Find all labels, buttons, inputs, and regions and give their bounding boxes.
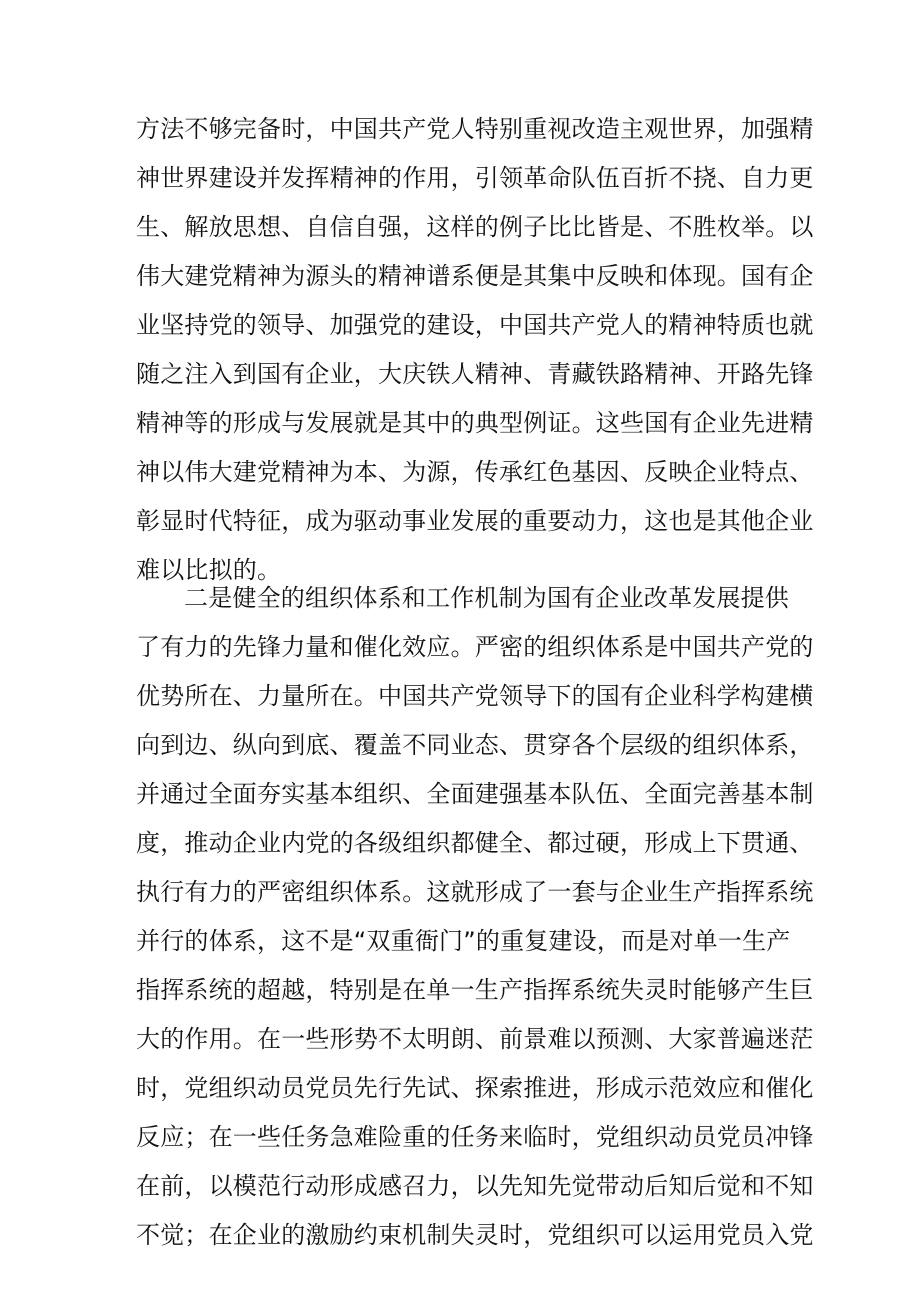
- paragraph-line: 度，推动企业内党的各级组织都健全、都过硬，形成上下贯通、: [136, 829, 814, 857]
- paragraph-line: 彰显时代特征，成为驱动事业发展的重要动力，这也是其他企业: [136, 507, 814, 535]
- paragraph-line: 不觉；在企业的激励约束机制失灵时，党组织可以运用党员入党: [136, 1221, 814, 1249]
- paragraph-line: 指挥系统的超越，特别是在单一生产指挥系统失灵时能够产生巨: [136, 976, 814, 1004]
- paragraph-line: 生、解放思想、自信自强，这样的例子比比皆是、不胜枚举。以: [136, 213, 814, 241]
- paragraph-line: 向到边、纵向到底、覆盖不同业态、贯穿各个层级的组织体系，: [136, 731, 814, 759]
- paragraph-line: 大的作用。在一些形势不太明朗、前景难以预测、大家普遍迷茫: [136, 1025, 814, 1053]
- paragraph-line: 优势所在、力量所在。中国共产党领导下的国有企业科学构建横: [136, 682, 814, 710]
- paragraph-line: 神世界建设并发挥精神的作用，引领革命队伍百折不挠、自力更: [136, 164, 814, 192]
- paragraph-line: 精神等的形成与发展就是其中的典型例证。这些国有企业先进精: [136, 409, 814, 437]
- paragraph-line: 并通过全面夯实基本组织、全面建强基本队伍、全面完善基本制: [136, 780, 814, 808]
- paragraph-line: 方法不够完备时，中国共产党人特别重视改造主观世界，加强精: [136, 115, 814, 143]
- paragraph-line: 了有力的先锋力量和催化效应。严密的组织体系是中国共产党的: [136, 633, 814, 661]
- paragraph-line: 反应；在一些任务急难险重的任务来临时，党组织动员党员冲锋: [136, 1123, 814, 1151]
- paragraph-line: 随之注入到国有企业，大庆铁人精神、青藏铁路精神、开路先锋: [136, 360, 814, 388]
- paragraph-line: 伟大建党精神为源头的精神谱系便是其集中反映和体现。国有企: [136, 262, 814, 290]
- paragraph-line: 二是健全的组织体系和工作机制为国有企业改革发展提供: [184, 584, 789, 612]
- paragraph-line: 神以伟大建党精神为本、为源，传承红色基因、反映企业特点、: [136, 458, 814, 486]
- paragraph-line: 执行有力的严密组织体系。这就形成了一套与企业生产指挥系统: [136, 878, 814, 906]
- paragraph-line: 业坚持党的领导、加强党的建设，中国共产党人的精神特质也就: [136, 311, 814, 339]
- paragraph-line: 并行的体系，这不是“双重衙门”的重复建设，而是对单一生产: [136, 927, 791, 955]
- paragraph-line: 难以比拟的。: [136, 556, 282, 584]
- paragraph-line: 在前，以模范行动形成感召力，以先知先觉带动后知后觉和不知: [136, 1172, 814, 1200]
- paragraph-line: 时，党组织动员党员先行先试、探索推进，形成示范效应和催化: [136, 1074, 814, 1102]
